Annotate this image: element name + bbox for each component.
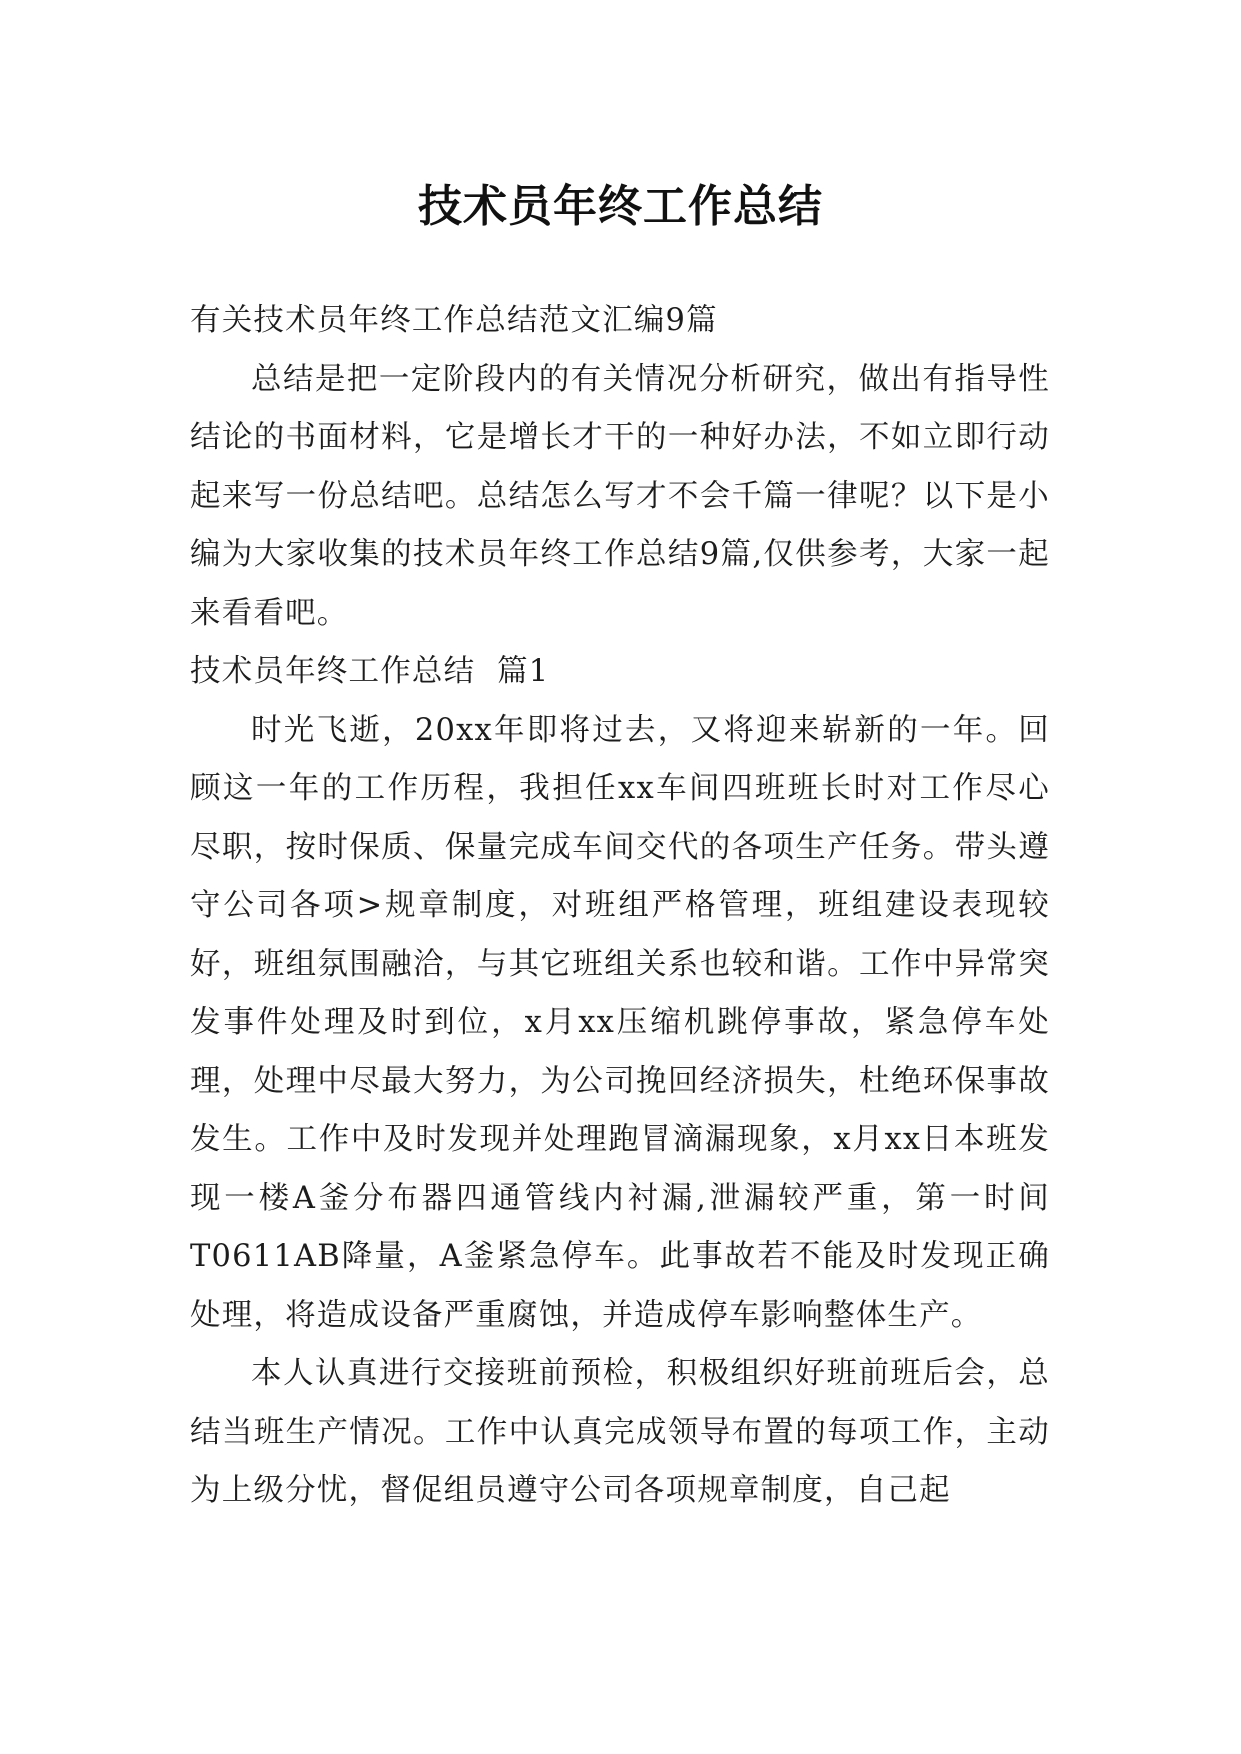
section-heading: 技术员年终工作总结 篇1 (190, 654, 550, 689)
document-subtitle: 有关技术员年终工作总结范文汇编9篇 (190, 303, 718, 338)
intro-paragraph: 总结是把一定阶段内的有关情况分析研究，做出有指导性结论的书面材料，它是增长才干的一种好办法，不如立即行动起来写一份总结吧。总结怎么写才不会千篇一律呢？以下是小编为大家收集的技术员年终工作总结9篇,仅供参考，大家一起来看看吧。 (190, 361, 1050, 631)
body-paragraph-2: 本人认真进行交接班前预检，积极组织好班前班后会，总结当班生产情况。工作中认真完成领导布置的每项工作，主动为上级分忧，督促组员遵守公司各项规章制度，自己起 (190, 1356, 1050, 1508)
document-title: 技术员年终工作总结 (418, 181, 823, 233)
document-body (190, 292, 1050, 1521)
body-paragraph-1: 时光飞逝，20xx年即将过去，又将迎来崭新的一年。回顾这一年的工作历程，我担任xx车间四班班长时对工作尽心尽职，按时保质、保量完成车间交代的各项生产任务。带头遵守公司各项>规章制度，对班组严格管理，班组建设表现较好，班组氛围融洽，与其它班组关系也较和谐。工作中异常突发事件处理及时到位，x月xx压缩机跳停事故，紧急停车处理，处理中尽最大努力，为公司挽回经济损失，杜绝环保事故发生。工作中及时发现并处理跑冒滴漏现象，x月xx日本班发现一楼A釜分布器四通管线内衬漏,泄漏较严重，第一时间T0611AB降量，A釜紧急停车。此事故若不能及时发现正确处理，将造成设备严重腐蚀，并造成停车影响整体生产。 (190, 712, 1050, 1333)
